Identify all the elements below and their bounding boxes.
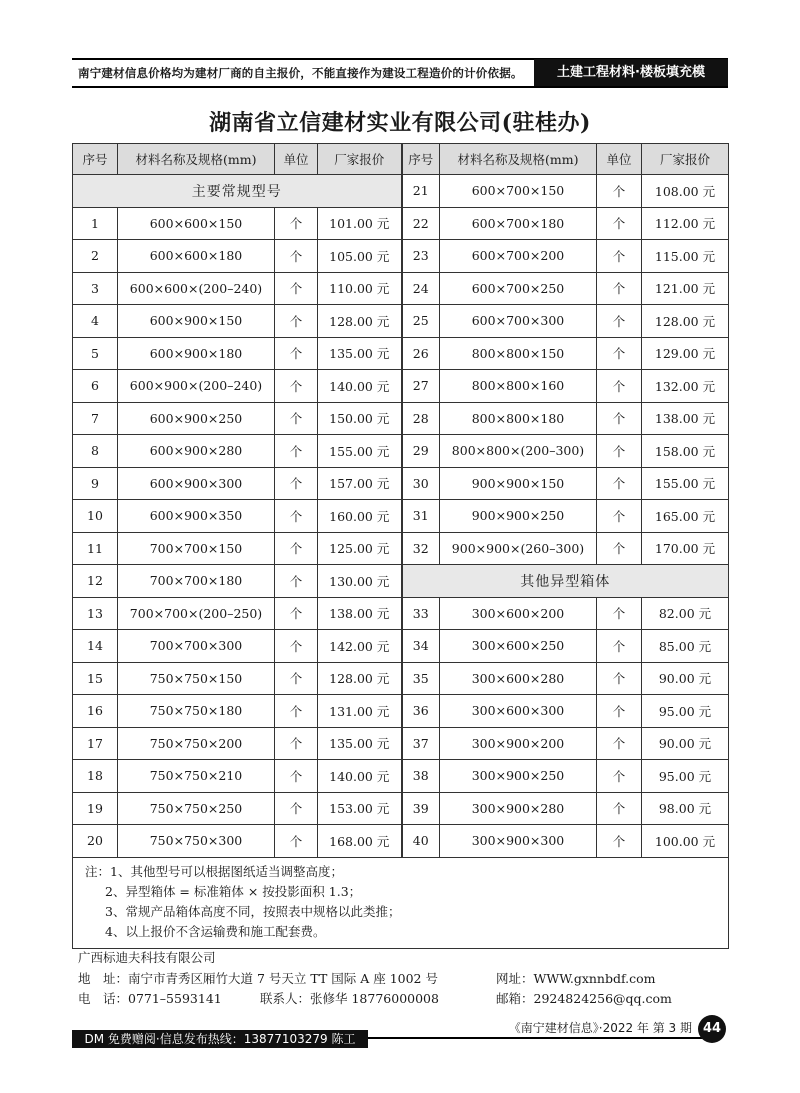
price: 115.00 元 xyxy=(642,240,729,273)
table-row xyxy=(73,630,729,663)
row-number: 36 xyxy=(402,695,440,728)
row-number: 7 xyxy=(73,402,118,435)
material-spec: 300×600×250 xyxy=(440,630,597,663)
note-line: 注：1、其他型号可以根据图纸适当调整高度； xyxy=(85,863,343,879)
material-spec: 600×900×150 xyxy=(118,305,275,338)
material-spec: 600×900×280 xyxy=(118,435,275,468)
price: 168.00 元 xyxy=(318,825,402,858)
material-spec: 750×750×250 xyxy=(118,792,275,825)
material-spec: 300×600×280 xyxy=(440,662,597,695)
price: 129.00 元 xyxy=(642,337,729,370)
price: 85.00 元 xyxy=(642,630,729,663)
row-number: 20 xyxy=(73,825,118,858)
row-number: 27 xyxy=(402,370,440,403)
table-row xyxy=(73,467,729,500)
material-spec: 600×700×250 xyxy=(440,272,597,305)
price: 100.00 元 xyxy=(642,825,729,858)
row-number: 5 xyxy=(73,337,118,370)
table-row xyxy=(73,272,729,305)
material-spec: 800×800×150 xyxy=(440,337,597,370)
row-number: 37 xyxy=(402,727,440,760)
unit: 个 xyxy=(597,825,642,858)
material-spec: 750×750×150 xyxy=(118,662,275,695)
price: 155.00 元 xyxy=(318,435,402,468)
price: 138.00 元 xyxy=(642,402,729,435)
unit: 个 xyxy=(275,272,318,305)
address: 地 址：南宁市青秀区厢竹大道 7 号天立 TT 国际 A 座 1002 号 xyxy=(78,971,438,986)
material-spec: 800×800×180 xyxy=(440,402,597,435)
material-spec: 300×900×200 xyxy=(440,727,597,760)
table-row xyxy=(73,532,729,565)
price: 101.00 元 xyxy=(318,207,402,240)
table-row xyxy=(73,760,729,793)
website: 网址：WWW.gxnnbdf.com xyxy=(496,971,656,986)
row-number: 10 xyxy=(73,500,118,533)
price: 138.00 元 xyxy=(318,597,402,630)
unit: 个 xyxy=(597,207,642,240)
unit: 个 xyxy=(597,792,642,825)
table-row xyxy=(73,370,729,403)
price: 160.00 元 xyxy=(318,500,402,533)
price: 95.00 元 xyxy=(642,760,729,793)
table-row xyxy=(73,240,729,273)
unit: 个 xyxy=(275,305,318,338)
unit: 个 xyxy=(275,662,318,695)
unit: 个 xyxy=(597,175,642,208)
unit: 个 xyxy=(275,337,318,370)
price: 108.00 元 xyxy=(642,175,729,208)
header-cell: 厂家报价 xyxy=(642,144,729,175)
table-row xyxy=(73,695,729,728)
unit: 个 xyxy=(597,630,642,663)
header-cell: 序号 xyxy=(402,144,440,175)
section-heading-special: 其他异型箱体 xyxy=(402,565,729,598)
row-number: 30 xyxy=(402,467,440,500)
material-spec: 750×750×200 xyxy=(118,727,275,760)
material-spec: 600×900×350 xyxy=(118,500,275,533)
unit: 个 xyxy=(597,760,642,793)
unit: 个 xyxy=(275,467,318,500)
material-spec: 300×600×200 xyxy=(440,597,597,630)
row-number: 1 xyxy=(73,207,118,240)
header-cell: 材料名称及规格(mm) xyxy=(440,144,597,175)
header-disclaimer: 南宁建材信息价格均为建材厂商的自主报价，不能直接作为建设工程造价的计价依据。 xyxy=(78,66,523,80)
table-row xyxy=(73,565,729,598)
material-spec: 600×900×(200–240) xyxy=(118,370,275,403)
price: 112.00 元 xyxy=(642,207,729,240)
row-number: 24 xyxy=(402,272,440,305)
row-number: 39 xyxy=(402,792,440,825)
row-number: 13 xyxy=(73,597,118,630)
row-number: 23 xyxy=(402,240,440,273)
unit: 个 xyxy=(275,565,318,598)
price: 125.00 元 xyxy=(318,532,402,565)
note-line: 2、异型箱体 = 标准箱体 × 按投影面积 1.3； xyxy=(105,883,362,899)
price: 90.00 元 xyxy=(642,662,729,695)
unit: 个 xyxy=(597,597,642,630)
unit: 个 xyxy=(597,435,642,468)
material-spec: 600×600×(200–240) xyxy=(118,272,275,305)
row-number: 12 xyxy=(73,565,118,598)
row-number: 6 xyxy=(73,370,118,403)
section-heading-main: 主要常规型号 xyxy=(73,175,402,208)
price: 105.00 元 xyxy=(318,240,402,273)
row-number: 2 xyxy=(73,240,118,273)
row-number: 40 xyxy=(402,825,440,858)
material-spec: 900×900×150 xyxy=(440,467,597,500)
unit: 个 xyxy=(275,760,318,793)
table-row xyxy=(73,305,729,338)
price: 82.00 元 xyxy=(642,597,729,630)
header-cell: 单位 xyxy=(275,144,318,175)
price: 131.00 元 xyxy=(318,695,402,728)
price: 132.00 元 xyxy=(642,370,729,403)
row-number: 17 xyxy=(73,727,118,760)
material-spec: 900×900×250 xyxy=(440,500,597,533)
unit: 个 xyxy=(275,500,318,533)
unit: 个 xyxy=(597,467,642,500)
table-row xyxy=(73,435,729,468)
row-number: 33 xyxy=(402,597,440,630)
price: 128.00 元 xyxy=(318,662,402,695)
table-row xyxy=(73,792,729,825)
price: 128.00 元 xyxy=(318,305,402,338)
unit: 个 xyxy=(275,240,318,273)
unit: 个 xyxy=(597,662,642,695)
price: 98.00 元 xyxy=(642,792,729,825)
table-header-row xyxy=(73,144,729,175)
row-number: 3 xyxy=(73,272,118,305)
table-row xyxy=(73,825,729,858)
material-spec: 300×900×250 xyxy=(440,760,597,793)
unit: 个 xyxy=(275,207,318,240)
unit: 个 xyxy=(597,532,642,565)
unit: 个 xyxy=(275,630,318,663)
material-spec: 700×700×180 xyxy=(118,565,275,598)
unit: 个 xyxy=(597,305,642,338)
table-row xyxy=(73,175,729,208)
unit: 个 xyxy=(597,337,642,370)
unit: 个 xyxy=(597,695,642,728)
category-tag: 土建工程材料·楼板填充模 xyxy=(534,59,728,86)
material-spec: 600×700×180 xyxy=(440,207,597,240)
table-row xyxy=(73,337,729,370)
material-spec: 600×700×200 xyxy=(440,240,597,273)
row-number: 19 xyxy=(73,792,118,825)
table-row xyxy=(73,500,729,533)
unit: 个 xyxy=(275,402,318,435)
price: 128.00 元 xyxy=(642,305,729,338)
unit: 个 xyxy=(597,402,642,435)
unit: 个 xyxy=(597,500,642,533)
row-number: 15 xyxy=(73,662,118,695)
material-spec: 900×900×(260–300) xyxy=(440,532,597,565)
material-spec: 600×700×300 xyxy=(440,305,597,338)
unit: 个 xyxy=(275,727,318,760)
header-rule-bottom xyxy=(72,86,728,88)
unit: 个 xyxy=(275,825,318,858)
row-number: 4 xyxy=(73,305,118,338)
unit: 个 xyxy=(597,240,642,273)
table-row xyxy=(73,402,729,435)
unit: 个 xyxy=(275,597,318,630)
material-spec: 800×800×160 xyxy=(440,370,597,403)
unit: 个 xyxy=(275,695,318,728)
unit: 个 xyxy=(597,272,642,305)
table-row xyxy=(73,662,729,695)
notes-row xyxy=(73,857,729,948)
row-number: 35 xyxy=(402,662,440,695)
unit: 个 xyxy=(597,727,642,760)
table-row xyxy=(73,207,729,240)
row-number: 18 xyxy=(73,760,118,793)
material-spec: 300×600×300 xyxy=(440,695,597,728)
material-spec: 700×700×300 xyxy=(118,630,275,663)
material-spec: 750×750×180 xyxy=(118,695,275,728)
contact-person: 联系人：张修华 18776000008 xyxy=(260,991,439,1006)
price: 135.00 元 xyxy=(318,727,402,760)
material-spec: 700×700×150 xyxy=(118,532,275,565)
footer-promo: DM 免费赠阅·信息发布热线：13877103279 陈工 xyxy=(72,1030,368,1048)
phone: 电 话：0771–5593141 xyxy=(78,991,222,1006)
unit: 个 xyxy=(275,370,318,403)
price-table xyxy=(72,143,729,949)
price: 130.00 元 xyxy=(318,565,402,598)
material-spec: 750×750×210 xyxy=(118,760,275,793)
material-spec: 700×700×(200–250) xyxy=(118,597,275,630)
price: 140.00 元 xyxy=(318,760,402,793)
material-spec: 600×600×150 xyxy=(118,207,275,240)
row-number: 32 xyxy=(402,532,440,565)
row-number: 22 xyxy=(402,207,440,240)
table-row xyxy=(73,597,729,630)
row-number: 26 xyxy=(402,337,440,370)
row-number: 31 xyxy=(402,500,440,533)
price: 110.00 元 xyxy=(318,272,402,305)
row-number: 16 xyxy=(73,695,118,728)
price: 150.00 元 xyxy=(318,402,402,435)
header-cell: 材料名称及规格(mm) xyxy=(118,144,275,175)
notes xyxy=(73,857,729,948)
unit: 个 xyxy=(275,792,318,825)
row-number: 34 xyxy=(402,630,440,663)
material-spec: 600×900×250 xyxy=(118,402,275,435)
row-number: 11 xyxy=(73,532,118,565)
price: 140.00 元 xyxy=(318,370,402,403)
price: 121.00 元 xyxy=(642,272,729,305)
material-spec: 600×900×300 xyxy=(118,467,275,500)
email: 邮箱：2924824256@qq.com xyxy=(496,991,672,1006)
note-line: 4、以上报价不含运输费和施工配套费。 xyxy=(105,923,326,939)
material-spec: 300×900×280 xyxy=(440,792,597,825)
price: 158.00 元 xyxy=(642,435,729,468)
price: 95.00 元 xyxy=(642,695,729,728)
price: 90.00 元 xyxy=(642,727,729,760)
price: 157.00 元 xyxy=(318,467,402,500)
material-spec: 600×700×150 xyxy=(440,175,597,208)
header-cell: 序号 xyxy=(73,144,118,175)
material-spec: 800×800×(200–300) xyxy=(440,435,597,468)
header-cell: 单位 xyxy=(597,144,642,175)
price: 165.00 元 xyxy=(642,500,729,533)
price: 155.00 元 xyxy=(642,467,729,500)
unit: 个 xyxy=(275,435,318,468)
page-title: 湖南省立信建材实业有限公司(驻桂办) xyxy=(209,110,591,136)
journal-issue: 《南宁建材信息》·2022 年 第 3 期 xyxy=(508,1021,692,1035)
table-row xyxy=(73,727,729,760)
row-number: 9 xyxy=(73,467,118,500)
unit: 个 xyxy=(275,532,318,565)
company-name: 广西标迪夫科技有限公司 xyxy=(78,950,216,965)
row-number: 14 xyxy=(73,630,118,663)
price: 142.00 元 xyxy=(318,630,402,663)
price: 153.00 元 xyxy=(318,792,402,825)
material-spec: 750×750×300 xyxy=(118,825,275,858)
row-number: 38 xyxy=(402,760,440,793)
price: 135.00 元 xyxy=(318,337,402,370)
row-number: 8 xyxy=(73,435,118,468)
note-line: 3、常规产品箱体高度不同，按照表中规格以此类推； xyxy=(105,903,401,919)
row-number: 29 xyxy=(402,435,440,468)
row-number: 21 xyxy=(402,175,440,208)
row-number: 28 xyxy=(402,402,440,435)
price: 170.00 元 xyxy=(642,532,729,565)
unit: 个 xyxy=(597,370,642,403)
row-number: 25 xyxy=(402,305,440,338)
material-spec: 600×900×180 xyxy=(118,337,275,370)
header-cell: 厂家报价 xyxy=(318,144,402,175)
material-spec: 300×900×300 xyxy=(440,825,597,858)
page-number: 44 xyxy=(698,1015,726,1043)
material-spec: 600×600×180 xyxy=(118,240,275,273)
